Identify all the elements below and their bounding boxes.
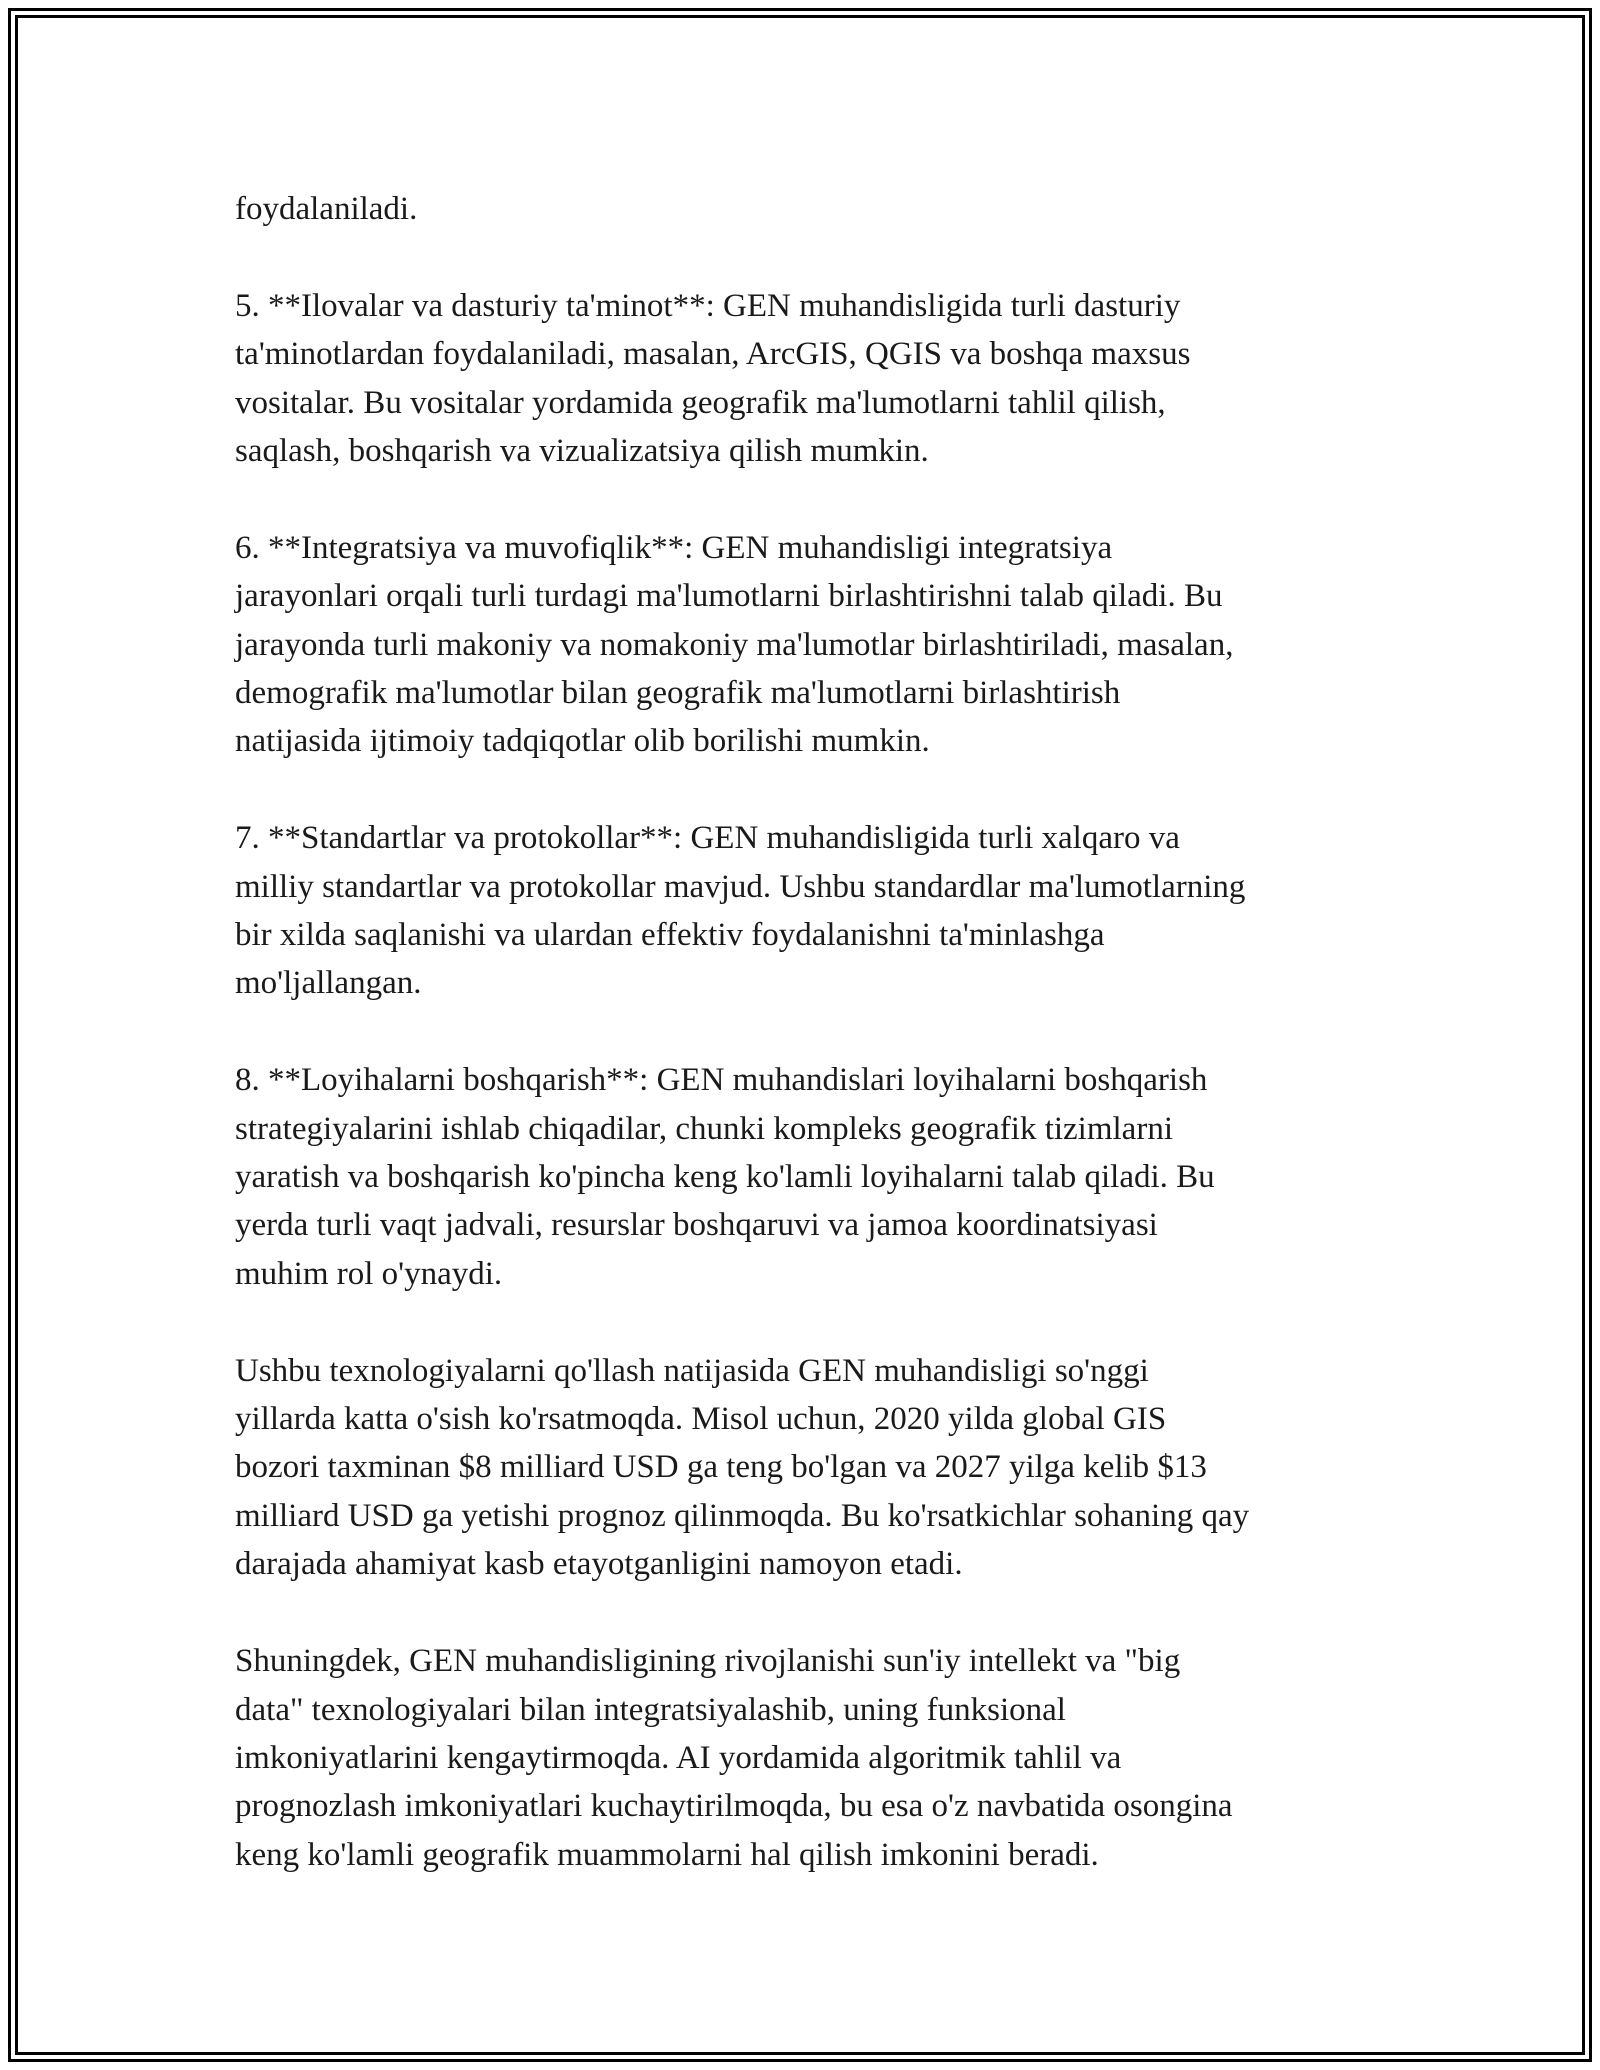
paragraph-continuation: foydalaniladi. bbox=[235, 191, 418, 227]
paragraph-item-6-integration: 6. **Integratsiya va muvofiqlik**: GEN muhandisligi integratsiya jarayonlari orqali turli turdagi ma'lumotlarni birlashtirishni talab qiladi. Bu jarayonda turli makoniy va nomakoniy ma'lumotlar birlashtiriladi, masalan, demografik ma'lumotlar bilan geografik ma'lumotlarni birlashtirish natijasida ijtimoiy tadqiqotlar olib borilishi mumkin. bbox=[235, 529, 1234, 760]
paragraph-item-7-standards: 7. **Standartlar va protokollar**: GEN muhandisligida turli xalqaro va milliy standartlar va protokollar mavjud. Ushbu standardlar ma'lumotlarning bir xilda saqlanishi va ulardan effektiv foydalanishni ta'minlashga mo'ljallangan. bbox=[235, 820, 1246, 1002]
paragraph-item-5-software: 5. **Ilovalar va dasturiy ta'minot**: GEN muhandisligida turli dasturiy ta'minotlardan foydalaniladi, masalan, ArcGIS, QGIS va boshqa maxsus vositalar. Bu vositalar yordamida geografik ma'lumotlarni tahlil qilish, saqlash, boshqarish va vizualizatsiya qilish mumkin. bbox=[235, 287, 1191, 470]
paragraph-item-8-project-management: 8. **Loyihalarni boshqarish**: GEN muhandislari loyihalarni boshqarish strategiyalarini ishlab chiqadilar, chunki kompleks geografik tizimlarni yaratish va boshqarish ko'pincha keng ko'lamli loyihalarni talab qiladi. Bu yerda turli vaqt jadvali, resurslar boshqaruvi va jamoa koordinatsiyasi muhim rol o'ynaydi. bbox=[235, 1062, 1215, 1292]
paragraph-market-growth: Ushbu texnologiyalarni qo'llash natijasida GEN muhandisligi so'nggi yillarda katta o'sish ko'rsatmoqda. Misol uchun, 2020 yilda global GIS bozori taxminan $8 milliard USD ga teng bo'lgan va 2027 yilga kelib $13 milliard USD ga yetishi prognoz qilinmoqda. Bu ko'rsatkichlar sohaning qay darajada ahamiyat kasb etayotganligini namoyon etadi. bbox=[235, 1352, 1250, 1583]
paragraph-ai-bigdata: Shuningdek, GEN muhandisligining rivojlanishi sun'iy intellekt va "big data" texnologiyalari bilan integratsiyalashib, uning funksional imkoniyatlarini kengaytirmoqda. AI yordamida algoritmik tahlil va prognozlash imkoniyatlari kuchaytirilmoqda, bu esa o'z navbatida osongina keng ko'lamli geografik muammolarni hal qilish imkonini beradi. bbox=[235, 1643, 1233, 1873]
document-body bbox=[235, 185, 1375, 1879]
